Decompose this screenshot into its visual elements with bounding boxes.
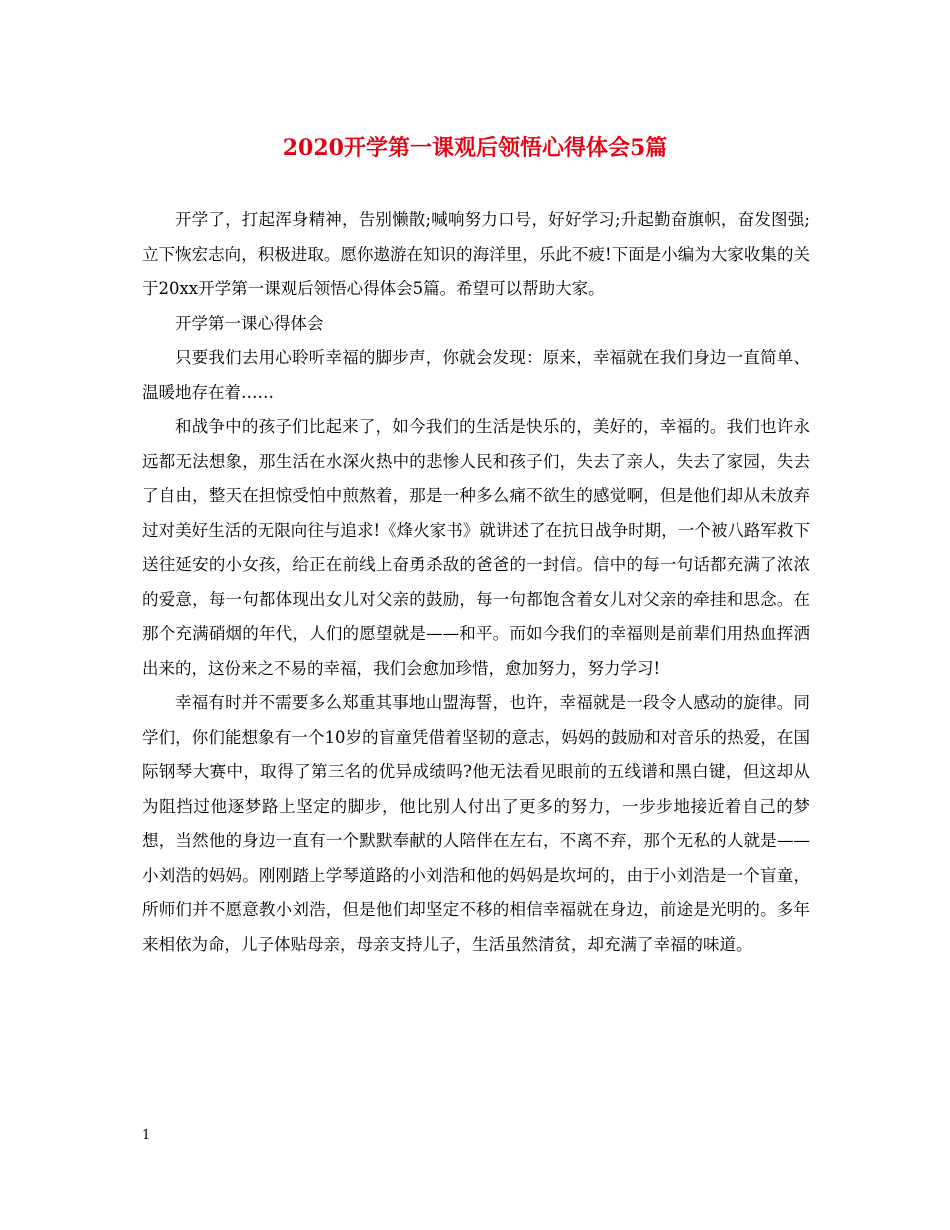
page-number: 1 [142,1128,151,1143]
document-title: 2020开学第一课观后领悟心得体会5篇 [282,135,668,161]
intro-paragraph: 开学了，打起浑身精神，告别懒散;喊响努力口号，好好学习;升起勤奋旗帜，奋发图强;立下恢宏志向，积极进取。愿你遨游在知识的海洋里，乐此不疲!下面是小编为大家收集的关于20xx开学第一课观后领悟心得体会5篇。希望可以帮助大家。 [142,210,810,298]
body-paragraph: 幸福有时并不需要多么郑重其事地山盟海誓，也许，幸福就是一段令人感动的旋律。同学们，你们能想象有一个10岁的盲童凭借着坚韧的意志，妈妈的鼓励和对音乐的热爱，在国际钢琴大赛中，取得了第三名的优异成绩吗?他无法看见眼前的五线谱和黑白键，但这却从为阻挡过他逐梦路上坚定的脚步，他比别人付出了更多的努力，一步步地接近着自己的梦想，当然他的身边一直有一个默默奉献的人陪伴在左右，不离不弃，那个无私的人就是——小刘浩的妈妈。刚刚踏上学琴道路的小刘浩和他的妈妈是坎坷的，由于小刘浩是一个盲童，所师们并不愿意教小刘浩，但是他们却坚定不移的相信幸福就在身边，前途是光明的。多年来相依为命，儿子体贴母亲，母亲支持儿子，生活虽然清贫，却充满了幸福的味道。 [142,693,810,954]
document-body [142,203,810,962]
section-heading: 开学第一课心得体会 [175,313,324,333]
body-paragraph: 只要我们去用心聆听幸福的脚步声，你就会发现：原来，幸福就在我们身边一直简单、温暖地存在着…… [142,348,810,402]
body-paragraph: 和战争中的孩子们比起来了，如今我们的生活是快乐的，美好的，幸福的。我们也许永远都无法想象，那生活在水深火热中的悲惨人民和孩子们，失去了亲人，失去了家园，失去了自由，整天在担惊受怕中煎熬着，那是一种多么痛不欲生的感觉啊，但是他们却从未放弃过对美好生活的无限向往与追求!《烽火家书》就讲述了在抗日战争时期，一个被八路军救下送往延安的小女孩，给正在前线上奋勇杀敌的爸爸的一封信。信中的每一句话都充满了浓浓的爱意，每一句都体现出女儿对父亲的鼓励，每一句都饱含着女儿对父亲的牵挂和思念。在那个充满硝烟的年代，人们的愿望就是——和平。而如今我们的幸福则是前辈们用热血挥洒出来的，这份来之不易的幸福，我们会愈加珍惜，愈加努力，努力学习! [142,417,810,678]
